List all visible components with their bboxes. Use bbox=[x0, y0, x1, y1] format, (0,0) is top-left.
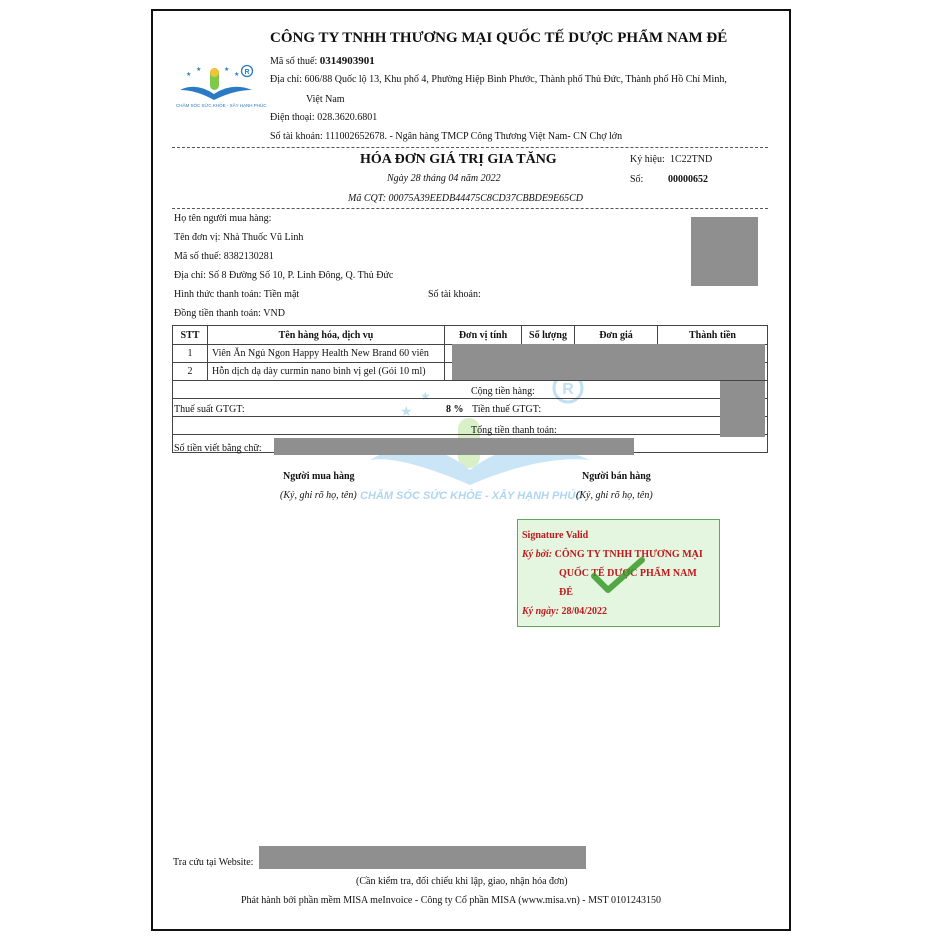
row-item-name: Viên Ăn Ngủ Ngon Happy Health New Brand 60 viên bbox=[208, 345, 445, 363]
buyer-unit-value: Nhà Thuốc Vũ Linh bbox=[222, 232, 304, 243]
vat-amount-label: Tiền thuế GTGT: bbox=[472, 404, 542, 415]
digital-signature-box bbox=[517, 519, 720, 627]
buyer-payment-label: Hình thức thanh toán: bbox=[174, 289, 262, 300]
seller-signature-title: Người bán hàng bbox=[582, 471, 651, 482]
seller-tax-row bbox=[270, 55, 375, 67]
buyer-unit-label: Tên đơn vị: bbox=[174, 232, 221, 243]
qr-code-redacted bbox=[691, 217, 758, 286]
svg-text:★: ★ bbox=[234, 72, 240, 78]
buyer-tax-label: Mã số thuế: bbox=[174, 251, 222, 262]
invoice-number-value: 00000652 bbox=[668, 174, 708, 185]
seller-tax-label: Mã số thuế: bbox=[270, 56, 318, 67]
buyer-address-row bbox=[174, 270, 393, 281]
row-stt: 2 bbox=[173, 363, 208, 381]
svg-text:★: ★ bbox=[196, 67, 202, 73]
total-row bbox=[173, 417, 768, 435]
table-values-redacted bbox=[452, 344, 765, 380]
col-header-stt: STT bbox=[173, 326, 208, 345]
vat-row bbox=[173, 399, 768, 417]
signature-signed-by-line1: CÔNG TY TNHH THƯƠNG MẠI bbox=[554, 549, 703, 560]
col-header-unit: Đơn vị tính bbox=[445, 326, 522, 345]
buyer-tax-value: 8382130281 bbox=[223, 251, 274, 262]
amount-in-words-redacted bbox=[274, 438, 634, 455]
signature-status: Signature Valid bbox=[522, 530, 589, 541]
seller-address-row bbox=[270, 74, 727, 85]
col-header-amount: Thành tiền bbox=[658, 326, 768, 345]
buyer-currency-row bbox=[174, 308, 285, 319]
seller-account-label: Số tài khoản: bbox=[270, 131, 323, 142]
svg-text:R: R bbox=[562, 381, 574, 398]
seller-address-line2: Việt Nam bbox=[306, 94, 345, 105]
seller-phone-label: Điện thoại: bbox=[270, 112, 315, 123]
invoice-title: HÓA ĐƠN GIÁ TRỊ GIA TĂNG bbox=[360, 152, 557, 167]
signature-date-value: 28/04/2022 bbox=[561, 606, 608, 617]
title-divider bbox=[172, 208, 768, 209]
lookup-website-redacted bbox=[259, 846, 586, 869]
check-note: (Cần kiểm tra, đối chiếu khi lập, giao, nhận hóa đơn) bbox=[356, 876, 568, 887]
in-words-label: Số tiền viết bằng chữ: bbox=[174, 443, 262, 454]
signature-date-label: Ký ngày: bbox=[522, 606, 559, 617]
buyer-address-label: Địa chỉ: bbox=[174, 270, 206, 281]
svg-text:★: ★ bbox=[224, 67, 230, 73]
invoice-cqt-code: Mã CQT: 00075A39EEDB44475C8CD37CBBDE9E65CD bbox=[348, 193, 583, 204]
buyer-unit-row bbox=[174, 232, 303, 243]
buyer-signature-title: Người mua hàng bbox=[283, 471, 355, 482]
buyer-account-label: Số tài khoản: bbox=[428, 289, 481, 300]
buyer-name-label: Họ tên người mua hàng: bbox=[174, 213, 272, 224]
table-header-row bbox=[173, 326, 768, 345]
signature-date-row bbox=[522, 606, 607, 617]
seller-address-line1: 606/88 Quốc lộ 13, Khu phố 4, Phường Hiệp Bình Phước, Thành phố Thủ Đức, Thành phố Hồ Chí Minh, bbox=[304, 74, 727, 85]
row-stt: 1 bbox=[173, 345, 208, 363]
invoice-date: Ngày 28 tháng 04 năm 2022 bbox=[387, 173, 501, 184]
svg-text:★: ★ bbox=[400, 405, 413, 420]
col-header-price: Đơn giá bbox=[575, 326, 658, 345]
buyer-currency-label: Đồng tiền thanh toán: bbox=[174, 308, 261, 319]
company-logo-icon bbox=[176, 60, 258, 108]
watermark-tagline: CHĂM SÓC SỨC KHỎE - XÂY HẠNH PHÚC bbox=[360, 490, 584, 502]
buyer-tax-row bbox=[174, 251, 274, 262]
svg-text:★: ★ bbox=[420, 389, 431, 403]
checkmark-icon bbox=[590, 556, 646, 596]
seller-name: CÔNG TY TNHH THƯƠNG MẠI QUỐC TẾ DƯỢC PHẨM NAM ĐÉ bbox=[270, 30, 728, 46]
subtotal-label: Cộng tiền hàng: bbox=[471, 386, 535, 397]
seller-phone-value: 028.3620.6801 bbox=[317, 112, 378, 123]
seller-signature-note: (Ký, ghi rõ họ, tên) bbox=[576, 490, 653, 501]
vat-rate-value: 8 % bbox=[446, 404, 464, 415]
logo-tagline: CHĂM SÓC SỨC KHỎE - XÂY HẠNH PHÚC bbox=[176, 103, 267, 108]
totals-redacted bbox=[720, 381, 765, 437]
signature-signed-by-line3: ĐÉ bbox=[559, 587, 573, 598]
lookup-website-label: Tra cứu tại Website: bbox=[173, 857, 254, 868]
seller-address-label: Địa chỉ: bbox=[270, 74, 302, 85]
seller-account-value: 111002652678. - Ngân hàng TMCP Công Thương Việt Nam- CN Chợ lớn bbox=[325, 131, 623, 142]
signature-signed-by-line2: QUỐC TẾ DƯỢC PHẨM NAM bbox=[559, 568, 697, 579]
col-header-name: Tên hàng hóa, dịch vụ bbox=[208, 326, 445, 345]
col-header-quantity: Số lượng bbox=[522, 326, 575, 345]
invoice-number-label: Số: bbox=[630, 174, 644, 185]
buyer-payment-value: Tiền mặt bbox=[263, 289, 300, 300]
seller-account-row bbox=[270, 131, 622, 142]
vat-rate-label: Thuế suất GTGT: bbox=[174, 404, 245, 415]
total-label: Tổng tiền thanh toán: bbox=[471, 425, 557, 436]
subtotal-row bbox=[173, 381, 768, 399]
svg-text:R: R bbox=[244, 69, 250, 76]
svg-text:★: ★ bbox=[186, 72, 192, 78]
buyer-address-value: Số 8 Đường Số 10, P. Linh Đông, Q. Thủ Đức bbox=[208, 270, 394, 281]
buyer-signature-note: (Ký, ghi rõ họ, tên) bbox=[280, 490, 357, 501]
buyer-currency-value: VND bbox=[263, 308, 285, 319]
invoice-symbol-label: Ký hiệu: bbox=[630, 154, 665, 165]
seller-phone-row bbox=[270, 112, 377, 123]
publisher-line: Phát hành bởi phần mềm MISA meInvoice - Công ty Cổ phần MISA (www.misa.vn) - MST 0101243150 bbox=[241, 895, 661, 906]
header-divider bbox=[172, 147, 768, 148]
signature-signed-by-label: Ký bởi: bbox=[522, 549, 553, 560]
invoice-symbol-value: 1C22TND bbox=[670, 154, 713, 165]
seller-tax-value: 0314903901 bbox=[319, 55, 375, 67]
row-item-name: Hỗn dịch dạ dày curmin nano bình vị gel (Gói 10 ml) bbox=[208, 363, 445, 381]
buyer-payment-row bbox=[174, 289, 299, 300]
